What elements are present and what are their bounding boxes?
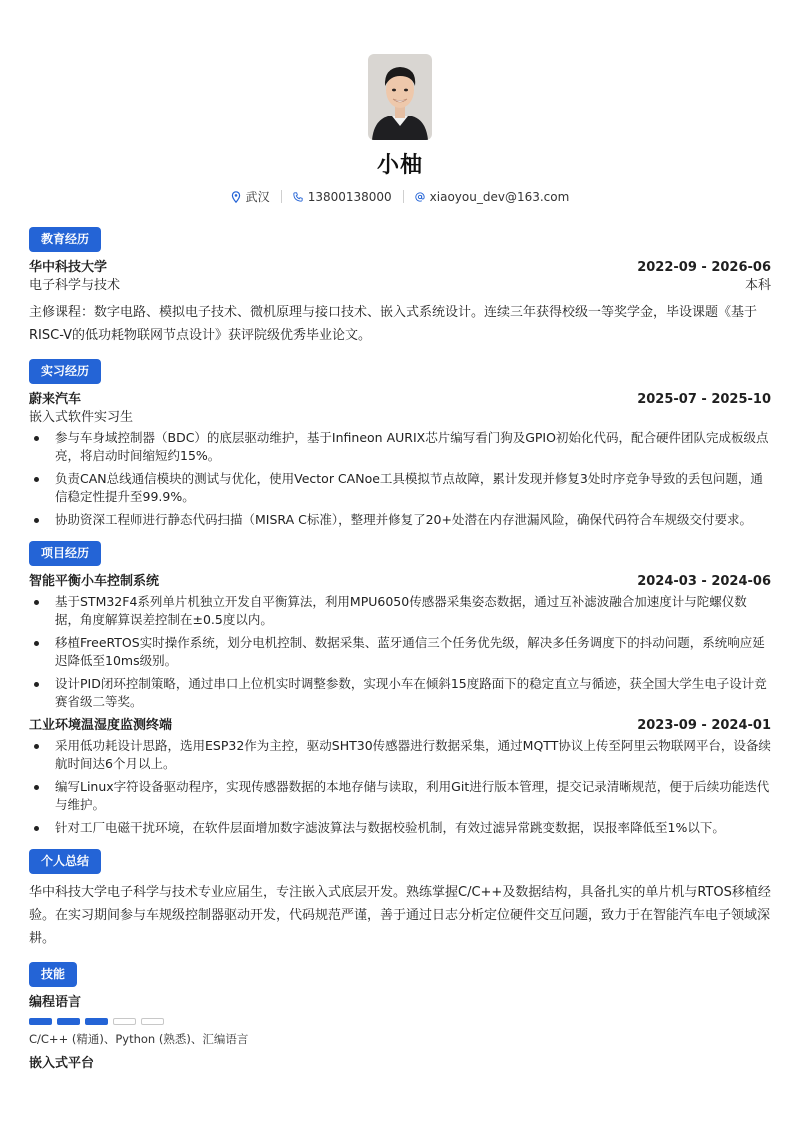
internship-bullets: [29, 429, 771, 529]
contact-location: [231, 188, 270, 205]
project-title: 智能平衡小车控制系统: [29, 574, 160, 589]
contact-email[interactable]: [415, 190, 570, 204]
internship-entry-sub: [29, 409, 771, 427]
internship-role: 嵌入式软件实习生: [29, 410, 134, 425]
project-entry: [29, 573, 771, 711]
education-entry-sub: [29, 277, 771, 295]
list-item: 参与车身域控制器（BDC）的底层驱动维护，基于Infineon AURIX芯片编写看门狗及GPIO初始化代码，配合硬件团队完成板级点亮，将启动时间缩短约15%。: [29, 429, 771, 465]
school-name: 华中科技大学: [29, 260, 108, 275]
company-name: 蔚来汽车: [29, 392, 82, 407]
contact-divider: [403, 190, 404, 203]
contact-divider: [281, 190, 282, 203]
location-pin-icon: [231, 191, 241, 203]
skill-level-segment: [141, 1018, 164, 1025]
skill-title: 编程语言: [29, 995, 82, 1010]
section-badge-skills: 技能: [29, 962, 77, 987]
internship-entry-header: [29, 391, 771, 409]
list-item: 设计PID闭环控制策略，通过串口上位机实时调整参数，实现小车在倾斜15度路面下的稳定直立与循迹，获全国大学生电子设计竞赛省级二等奖。: [29, 675, 771, 711]
project-entry-header: [29, 573, 771, 591]
internship-section: [29, 359, 771, 529]
education-entry-header: [29, 259, 771, 277]
list-item: 协助资深工程师进行静态代码扫描（MISRA C标准），整理并修复了20+处潜在内存泄漏风险，确保代码符合车规级交付要求。: [29, 511, 771, 529]
skill-level-bar: [29, 1018, 771, 1025]
internship-period: 2025-07 - 2025-10: [637, 392, 771, 407]
contact-phone[interactable]: [293, 190, 392, 204]
avatar: [368, 54, 432, 140]
list-item: 针对工厂电磁干扰环境，在软件层面增加数字滤波算法与数据校验机制，有效过滤异常跳变数据，误报率降低至1%以下。: [29, 819, 771, 837]
degree: 本科: [744, 278, 771, 293]
education-period: 2022-09 - 2026-06: [637, 260, 771, 275]
project-period: 2023-09 - 2024-01: [637, 718, 771, 733]
list-item: 基于STM32F4系列单片机独立开发自平衡算法，利用MPU6050传感器采集姿态数据，通过互补滤波融合加速度计与陀螺仪数据，角度解算误差控制在±0.5度以内。: [29, 593, 771, 629]
contact-email-address: xiaoyou_dev@163.com: [429, 189, 570, 204]
section-badge-summary: 个人总结: [29, 849, 101, 874]
major: 电子科学与技术: [29, 278, 121, 293]
skill-title: 嵌入式平台: [29, 1056, 95, 1071]
skill-level-segment: [113, 1018, 136, 1025]
project-entry-header: [29, 717, 771, 735]
skill-description: C/C++ (精通)、Python (熟悉)、汇编语言: [29, 1032, 249, 1046]
project-entry: [29, 717, 771, 837]
project-bullets: [29, 593, 771, 711]
project-period: 2024-03 - 2024-06: [637, 574, 771, 589]
education-description: 主修课程：数字电路、模拟电子技术、微机原理与接口技术、嵌入式系统设计。连续三年获得校级一等奖学金，毕设课题《基于RISC-V的低功耗物联网节点设计》获评院级优秀毕业论文。: [29, 305, 758, 343]
phone-icon: [293, 191, 303, 203]
resume-header: [29, 0, 771, 205]
project-title: 工业环境温湿度监测终端: [29, 718, 173, 733]
skills-section: [29, 962, 771, 1073]
summary-section: [29, 849, 771, 950]
skill-level-segment: [85, 1018, 108, 1025]
skill-level-segment: [29, 1018, 52, 1025]
contact-city: 武汉: [245, 190, 270, 204]
section-badge-projects: 项目经历: [29, 541, 101, 566]
project-bullets: [29, 737, 771, 837]
education-section: [29, 227, 771, 347]
list-item: 移植FreeRTOS实时操作系统，划分电机控制、数据采集、蓝牙通信三个任务优先级，解决多任务调度下的抖动问题，系统响应延迟降低至10ms级别。: [29, 634, 771, 670]
skill-level-segment: [57, 1018, 80, 1025]
candidate-name: 小柚: [376, 153, 423, 178]
projects-section: [29, 541, 771, 837]
summary-text: 华中科技大学电子科学与技术专业应届生，专注嵌入式底层开发。熟练掌握C/C++及数据结构，具备扎实的单片机与RTOS移植经验。在实习期间参与车规级控制器驱动开发，代码规范严谨，善于通过日志分析定位硬件交互问题，致力于在智能汽车电子领域深耕。: [29, 885, 771, 946]
section-badge-education: 教育经历: [29, 227, 101, 252]
section-badge-internship: 实习经历: [29, 359, 101, 384]
list-item: 采用低功耗设计思路，选用ESP32作为主控，驱动SHT30传感器进行数据采集，通过MQTT协议上传至阿里云物联网平台，设备续航时间达6个月以上。: [29, 737, 771, 773]
contact-bar: [29, 188, 771, 205]
contact-phone-number: 13800138000: [307, 189, 392, 204]
list-item: 编写Linux字符设备驱动程序，实现传感器数据的本地存储与读取，利用Git进行版本管理，提交记录清晰规范，便于后续功能迭代与维护。: [29, 778, 771, 814]
at-sign-icon: [415, 191, 425, 203]
list-item: 负责CAN总线通信模块的测试与优化，使用Vector CANoe工具模拟节点故障，累计发现并修复3处时序竞争导致的丢包问题，通信稳定性提升至99.9%。: [29, 470, 771, 506]
